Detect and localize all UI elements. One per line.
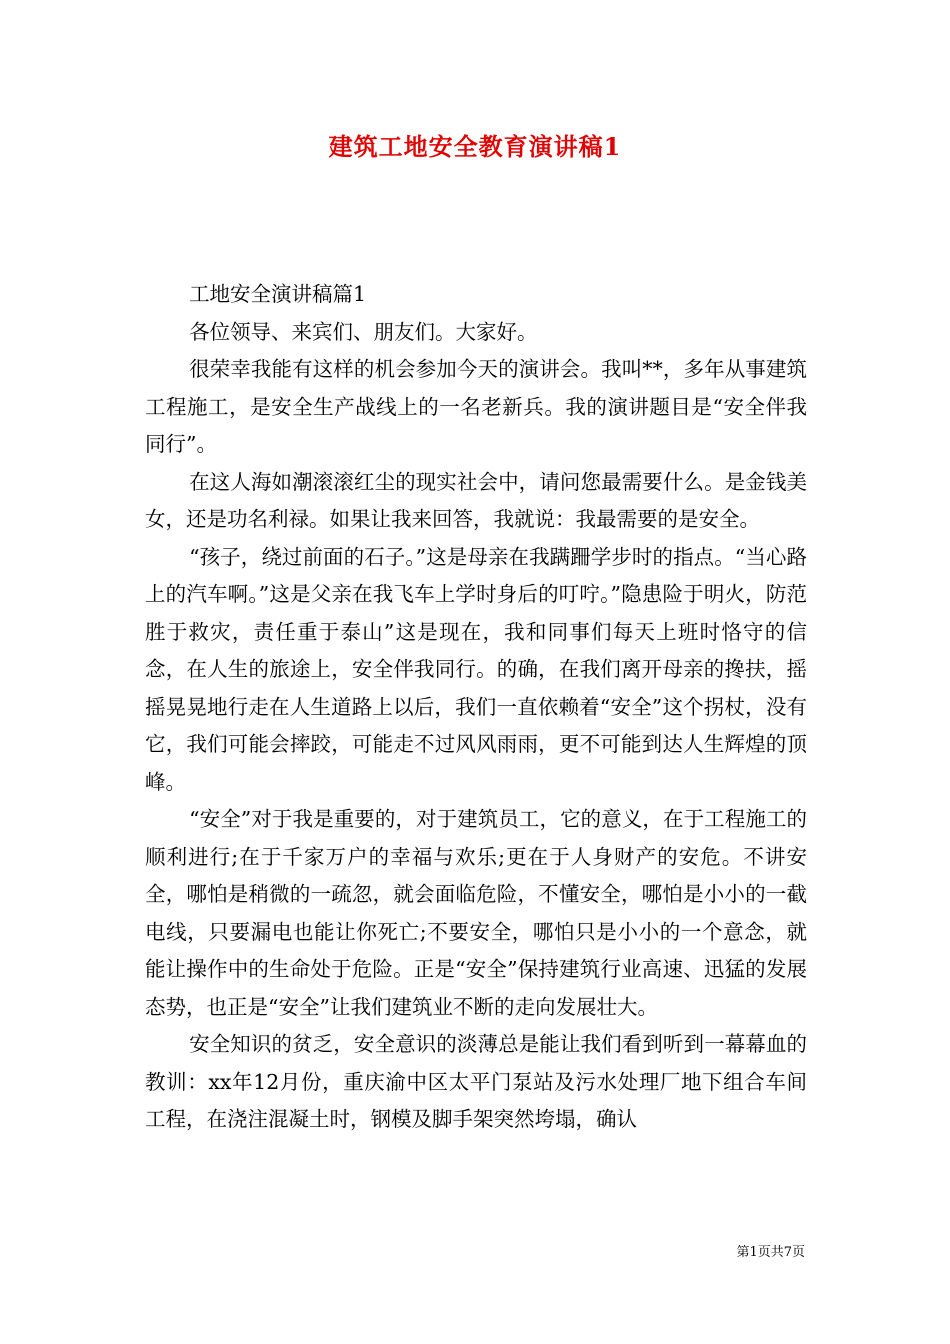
section-heading: 工地安全演讲稿篇1 — [189, 282, 367, 306]
document-title: 建筑工地安全教育演讲稿1 — [328, 132, 622, 161]
page-number: 第1页共7页 — [736, 1245, 805, 1260]
document-body — [145, 276, 807, 1139]
body-paragraph: 在这人海如潮滚滚红尘的现实社会中，请问您最需要什么。是金钱美女，还是功名利禄。如果让我来回答，我就说：我最需要的是安全。 — [145, 469, 807, 531]
body-paragraph: “孩子，绕过前面的石子。”这是母亲在我蹒跚学步时的指点。“当心路上的汽车啊。”这是父亲在我飞车上学时身后的叮咛。”隐患险于明火，防范胜于救灾，责任重于泰山”这是现在，我和同事们每天上班时恪守的信念，在人生的旅途上，安全伴我同行。的确，在我们离开母亲的搀扶，摇摇晃晃地行走在人生道路上以后，我们一直依赖着“安全”这个拐杖，没有它，我们可能会摔跤，可能走不过风风雨雨，更不可能到达人生辉煌的顶峰。 — [145, 544, 807, 794]
greeting-paragraph: 各位领导、来宾们、朋友们。大家好。 — [189, 319, 538, 344]
body-paragraph: 安全知识的贫乏，安全意识的淡薄总是能让我们看到听到一幕幕血的教训：xx年12月份，重庆渝中区太平门泵站及污水处理厂地下组合车间工程，在浇注混凝土时，钢模及脚手架突然垮塌，确认 — [145, 1032, 807, 1131]
body-paragraph: 很荣幸我能有这样的机会参加今天的演讲会。我叫**，多年从事建筑工程施工，是安全生产战线上的一名老新兵。我的演讲题目是“安全伴我同行”。 — [145, 357, 807, 456]
body-paragraph: “安全”对于我是重要的，对于建筑员工，它的意义，在于工程施工的顺利进行;在于千家万户的幸福与欢乐;更在于人身财产的安危。不讲安全，哪怕是稍微的一疏忽，就会面临危险，不懂安全，哪怕是小小的一截电线，只要漏电也能让你死亡;不要安全，哪怕只是小小的一个意念，就能让操作中的生命处于危险。正是“安全”保持建筑行业高速、迅猛的发展态势，也正是“安全”让我们建筑业不断的走向发展壮大。 — [145, 807, 807, 1019]
